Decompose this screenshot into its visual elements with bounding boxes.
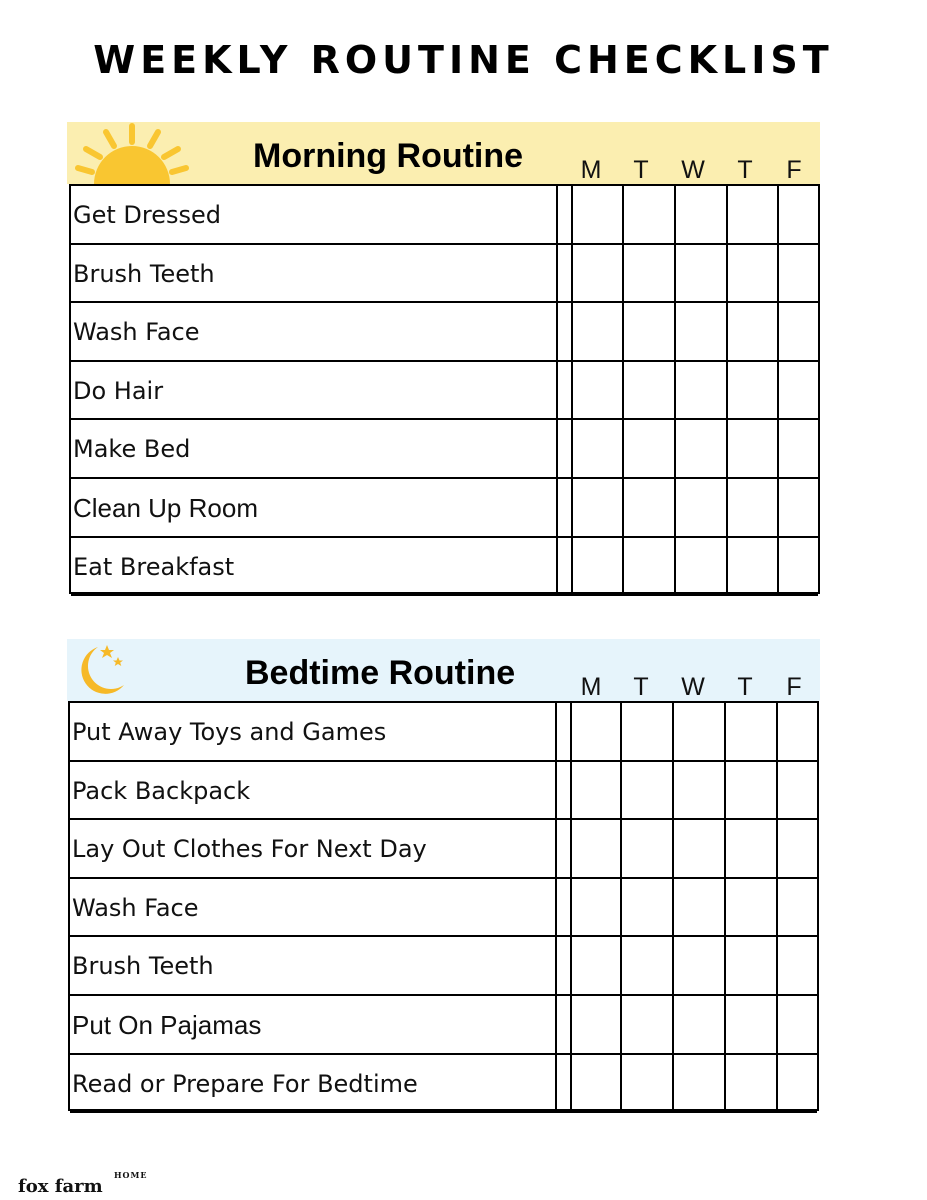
task-label: Wash Face — [72, 893, 199, 922]
column-divider — [555, 703, 557, 1109]
table-row — [71, 303, 818, 362]
table-row — [71, 362, 818, 421]
table-row — [70, 820, 817, 879]
logo-text: fox farm — [18, 1176, 103, 1197]
column-divider — [556, 186, 558, 592]
task-label: Clean Up Room — [73, 493, 258, 523]
morning-routine-title: Morning Routine — [253, 137, 524, 175]
column-divider — [726, 186, 728, 592]
table-row — [70, 879, 817, 938]
day-label-tuesday: T — [633, 156, 649, 184]
task-label: Read or Prepare For Bedtime — [72, 1069, 418, 1098]
table-row — [70, 996, 817, 1055]
column-divider — [777, 186, 779, 592]
task-label: Pack Backpack — [72, 776, 251, 805]
fox-farm-logo — [18, 1170, 148, 1200]
task-label: Get Dressed — [73, 201, 221, 229]
bedtime-checklist-table — [68, 701, 819, 1111]
column-divider — [622, 186, 624, 592]
day-label-wednesday: W — [681, 673, 705, 701]
column-divider — [776, 703, 778, 1109]
task-label: Eat Breakfast — [73, 552, 235, 581]
task-label: Brush Teeth — [72, 952, 214, 981]
bedtime-routine-section — [0, 639, 927, 1115]
bedtime-routine-title: Bedtime Routine — [245, 654, 516, 692]
table-row — [70, 703, 817, 762]
day-label-monday: M — [580, 673, 602, 701]
table-row — [71, 186, 818, 245]
day-label-friday: F — [786, 673, 802, 701]
column-divider — [724, 703, 726, 1109]
task-label: Make Bed — [73, 435, 191, 464]
column-divider — [571, 186, 573, 592]
day-label-tuesday: T — [633, 673, 649, 701]
day-label-monday: M — [580, 156, 602, 184]
day-label-friday: F — [786, 156, 802, 184]
table-row — [70, 762, 817, 821]
logo-mark: HOME — [114, 1170, 148, 1180]
table-row — [71, 420, 818, 479]
table-row — [71, 538, 818, 597]
day-label-thursday: T — [737, 673, 753, 701]
task-label: Brush Teeth — [73, 259, 215, 288]
task-label: Wash Face — [73, 318, 200, 347]
table-row — [71, 245, 818, 304]
task-label: Put On Pajamas — [72, 1010, 262, 1040]
morning-checklist-table — [69, 184, 820, 594]
morning-routine-section — [0, 122, 927, 598]
sun-icon — [74, 122, 194, 184]
column-divider — [620, 703, 622, 1109]
task-label: Put Away Toys and Games — [72, 718, 387, 746]
day-label-wednesday: W — [681, 156, 705, 184]
task-label: Lay Out Clothes For Next Day — [72, 835, 427, 864]
task-label: Do Hair — [73, 376, 164, 405]
day-label-thursday: T — [737, 156, 753, 184]
column-divider — [674, 186, 676, 592]
column-divider — [570, 703, 572, 1109]
moon-stars-icon — [68, 641, 128, 701]
table-row — [71, 479, 818, 538]
page-title: WEEKLY ROUTINE CHECKLIST — [93, 38, 834, 82]
table-row — [70, 937, 817, 996]
column-divider — [672, 703, 674, 1109]
table-row — [70, 1055, 817, 1114]
